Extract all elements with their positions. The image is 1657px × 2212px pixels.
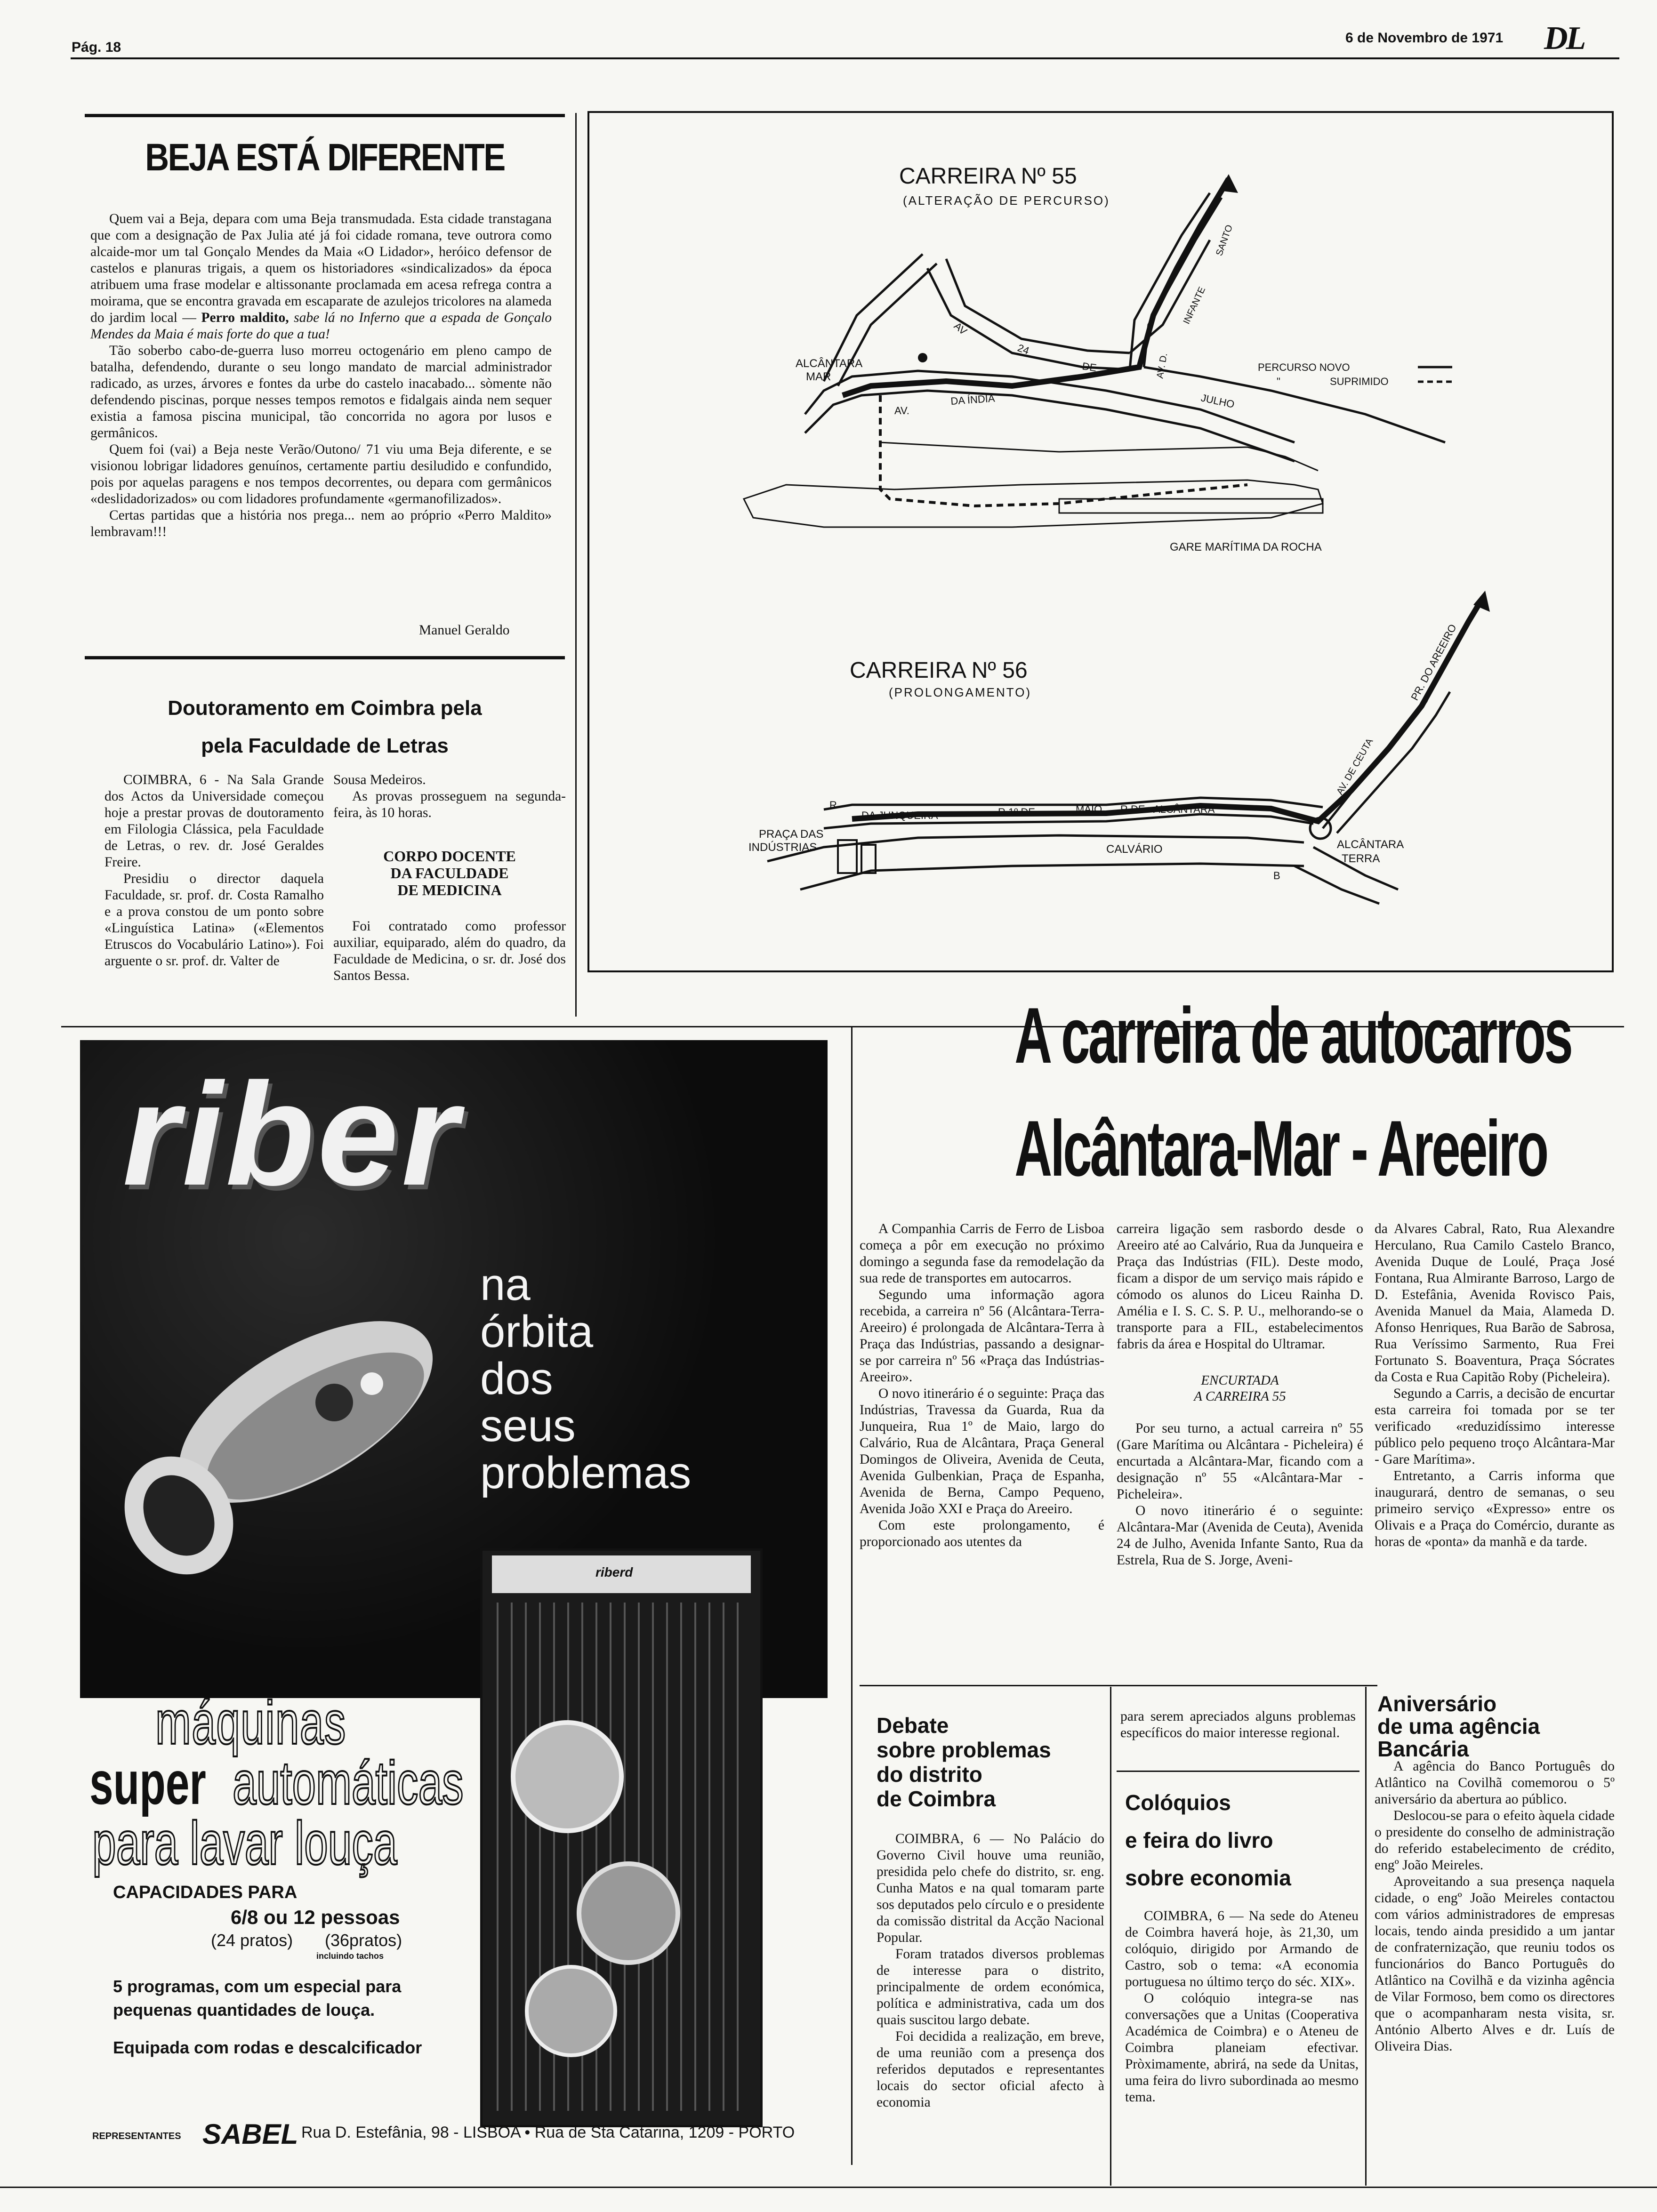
satellite-detail (315, 1384, 353, 1421)
encurtada-head-1: ENCURTADA (1201, 1373, 1279, 1388)
ad-address: Rua D. Estefânia, 98 - LISBOA • Rua de Sta Catarina, 1209 - PORTO (301, 2124, 795, 2141)
tagline-line: problemas (480, 1448, 692, 1498)
ad-super: super (89, 1748, 206, 1817)
ad-line-maquinas: máquinas (155, 1688, 346, 1757)
carreira-p5: carreira ligação sem rasbordo desde o Areeiro até ao Calvário, Rua da Junqueira e Praça das Indústrias (FIL). Deste modo, ficam a dispor de um serviço mais rápido e cómodo os alunos do Liceu Rainha D. Amélia e I. S. C. S. P. U., melhorando-se o transporte para a FIL, estabelecimentos fabris da área e Hospital do Ultramar. (1117, 1221, 1363, 1352)
beja-p1-bold: Perro maldito, (201, 310, 289, 325)
doutoramento-p3: Sousa Medeiros. (333, 772, 426, 787)
aniversario-text (1375, 1758, 1615, 2055)
carreira-p1: A Companhia Carris de Ferro de Lisboa começa a pôr em execução no próximo domingo a segunda fase da remodelação da sua rede de transportes em autocarros. (860, 1221, 1104, 1286)
road-av-24-julho-upper (927, 268, 1130, 369)
doutoramento-title-2: pela Faculdade de Letras (201, 734, 449, 757)
map56-calvario: CALVÁRIO (1106, 843, 1163, 856)
riber-brand: riber (122, 1052, 461, 1216)
carreira-p8: da Alvares Cabral, Rato, Rua Alexandre Herculano, Rua Camilo Castelo Branco, Avenida Duque de Loulé, Praça José Fontana, Rua Almirante Barroso, Largo de D. Estefânia, Avenida Rovisco Pais, Avenida Manuel da Maia, Alameda D. Afonso Henriques, Rua Barão de Sabrosa, Rua Veríssimo Sarmento, Rua Frei Fortunato S. Boaventura, Praça Sócrates da Costa e Rua Capitão Roby (Picheleira). (1375, 1221, 1615, 1385)
route-map-56 (588, 584, 1613, 970)
divider (85, 656, 565, 659)
debate-title-3: do distrito (877, 1762, 982, 1787)
map56-junqueira: DA JUNQUEIRA (861, 809, 938, 821)
map55-mar: MAR (806, 370, 831, 383)
ad-programas-2: pequenas quantidades de louça. (113, 2000, 375, 2020)
carreira-col-1 (860, 1221, 1104, 1550)
debate-title-2: sobre problemas (877, 1738, 1051, 1762)
aniversario-title-2: de uma agência (1377, 1714, 1540, 1739)
beja-title: BEJA ESTÁ DIFERENTE (145, 136, 505, 179)
map55-dock-inner (880, 442, 1059, 452)
debate-text (877, 1831, 1104, 2111)
map55-santo: SANTO (1214, 223, 1235, 257)
newspaper-logo: DL (1544, 20, 1585, 56)
dishwasher-plate (577, 1861, 680, 1965)
map55-legend-quote: " (1277, 376, 1280, 387)
beja-p4: Certas partidas que a história nos prega... nem ao próprio «Perro Maldito» lembravam!!! (90, 508, 552, 539)
column-rule (851, 1026, 853, 2165)
carreira-p10: Entretanto, a Carris informa que inaugurará, dentro de semanas, o seu primeiro serviço «Expresso» entre os Olivais e a Praça do Comércio, durante as horas de «ponta» da manhã e da tarde. (1375, 1468, 1615, 1549)
tagline-line: dos (480, 1354, 553, 1404)
map56-alcterra-1: ALCÂNTARA (1337, 838, 1404, 851)
aniversario-p1: A agência do Banco Português do Atlântico na Covilhã comemorou o 5º aniversário da abertura ao público. (1375, 1759, 1615, 1807)
carreira-p6: Por seu turno, a actual carreira nº 55 (Gare Marítima ou Alcântara - Picheleira) é encurtada a Alcântara-Mar, ficando com a designação nº 55 «Alcântara-Mar - Picheleira». (1117, 1421, 1363, 1502)
ad-sabel: SABEL (202, 2118, 298, 2150)
debate-title-1: Debate (877, 1713, 949, 1738)
map55-subtitle: (ALTERAÇÃO DE PERCURSO) (903, 193, 1110, 208)
tagline-line: na (480, 1259, 531, 1310)
map56-alcterra-2: TERRA (1342, 852, 1380, 865)
coloquios-text (1125, 1908, 1359, 2106)
aniversario-title-1: Aniversário (1377, 1691, 1497, 1716)
coloquios-p1: COIMBRA, 6 — Na sede do Ateneu de Coimbra haverá hoje, às 21,30, um colóquio, dirigido por Armando de Castro, sob o tema: «A economia portuguesa no último terço do séc. XIX». (1125, 1908, 1359, 1989)
ad-pratos-2: (36pratos) (325, 1931, 402, 1950)
road-julho-east (1144, 367, 1445, 442)
dishwasher-brand: riberd (595, 1565, 633, 1579)
map56-praca-2: INDÚSTRIAS (748, 841, 817, 854)
doutoramento-title-1: Doutoramento em Coimbra pela (168, 697, 482, 720)
ad-equipada: Equipada com rodas e descalcificador (113, 2038, 422, 2057)
coloquios-title-3: sobre economia (1125, 1866, 1291, 1890)
aniversario-title (1377, 1692, 1540, 1760)
map55-dock-inner (1059, 447, 1318, 471)
debate-p1: COIMBRA, 6 — No Palácio do Governo Civil houve uma reunião, presidida pelo chefe do distrito, sr. eng. Cunha Matos e na qual tomaram parte sos deputados pelo círculo e o presidente da comissão distrital da Acção Nacional Popular. (877, 1831, 1104, 1945)
carreira-col-2 (1117, 1221, 1363, 1569)
map56-maio: MAIO (1076, 803, 1102, 815)
map55-roads (805, 193, 1445, 461)
road-av-24-julho-lower (946, 259, 1130, 353)
aniversario-p2: Deslocou-se para o efeito àquela cidade o presidente do conselho de administração do referido estabelecimento de crédito, engº João Meireles. (1375, 1808, 1615, 1873)
doutoramento-p1: COIMBRA, 6 - Na Sala Grande dos Actos da Universidade começou hoje a prestar provas de doutoramento em Filologia Clássica, pela Faculdade de Letras, o rev. dr. José Geraldes Freire. (105, 772, 324, 870)
map55-av: AV. (894, 405, 909, 417)
road-lower-east-2 (1295, 866, 1379, 904)
map56-title: CARREIRA Nº 56 (850, 658, 1028, 683)
debate-continued (1120, 1708, 1356, 1741)
debate-title-4: de Coimbra (877, 1787, 996, 1811)
carreira-p4: Com este prolongamento, é proporcionado aos utentes da (860, 1518, 1104, 1549)
map55-legend-novo: PERCURSO NOVO (1258, 361, 1350, 373)
corpo-docente-head-1: CORPO DOCENTE (383, 848, 516, 865)
map55-av-d: AV. D. (1155, 352, 1170, 379)
doutoramento-col-2 (333, 772, 566, 984)
map55-julho: JULHO (1199, 392, 1236, 410)
beja-p2: Tão soberbo cabo-de-guerra luso morreu octogenário em pleno campo de batalha, defendendo, durante o seu longo mandato de marcial administrador radicado, as urzes, árvores e fontes da urbe do castelo inacabado... sòmente não defendendo piscinas, porque nesses tempos remotos e fidalgais ainda nem sequer existia a famosa piscina municipal, tão concorrida no agora por lusos e germânicos. (90, 343, 552, 441)
ad-line-lavar: para lavar louça (92, 1809, 397, 1877)
doutoramento-p4: As provas prosseguem na segunda-feira, às 10 horas. (333, 789, 566, 820)
debate-p3: Foi decidida a realização, em breve, de uma reunião com a presença dos referidos deputados e representantes locais do sector oficial afecto à economia (877, 2029, 1104, 2110)
beja-text (90, 211, 552, 540)
debate-p4: para serem apreciados alguns problemas específicos do maior interesse regional. (1120, 1709, 1356, 1740)
map56-rde: R DE (1120, 803, 1145, 815)
divider (860, 1685, 1377, 1686)
route-55-arrow (1219, 174, 1238, 193)
ad-pessoas: 6/8 ou 12 pessoas (231, 1906, 400, 1928)
coloquios-p2: O colóquio integra-se nas conversações que a Unitas (Cooperativa Académica de Coimbra) e o Ateneu de Coimbra planeiam efectivar. Pròximamente, abrirá, na sede da Unitas, uma feira do livro subordinada ao mesmo tema. (1125, 1991, 1359, 2105)
tagline-line: seus (480, 1401, 576, 1451)
column-rule (575, 113, 577, 1017)
map55-title: CARREIRA Nº 55 (899, 164, 1077, 189)
column-rule (1110, 1687, 1111, 2186)
carreira-headline-1: A carreira de autocarros (1014, 991, 1571, 1080)
footer-rule (0, 2187, 1657, 2188)
carreira-p9: Segundo a Carris, a decisão de encurtar esta carreira foi tomada por se ter verificado «reduzidíssimo interesse público pelo pequeno troço Alcântara-Mar - Gare Marítima». (1375, 1386, 1615, 1467)
route-55-suppressed (880, 395, 1247, 506)
aniversario-p3: Aproveitando a sua presença naquela cidade, o engº João Meireles contactou com vários administradores de empresas locais, tendo ainda presidido a um jantar de confraternização, que reuniu todos os funcionários do Banco Português do Atlântico na Covilhã e da vizinha agência de Vilar Formoso, bem como os directores que o acompanharam nesta visita, sr. António Alberto Alves e dr. Luís de Oliveira Dias. (1375, 1874, 1615, 2054)
divider (1117, 1771, 1359, 1772)
map55-alcantara: ALCÂNTARA (796, 357, 863, 370)
debate-p2: Foram tratados diversos problemas de interesse para o distrito, principalmente de ordem económica, política e administrativa, cada um dos quais suscitou largo debate. (877, 1947, 1104, 2028)
map56-ceuta: AV. DE CEUTA (1335, 737, 1375, 797)
map55-da-india: DA ÍNDIA (950, 392, 996, 407)
coloquios-title-2: e feira do livro (1125, 1828, 1273, 1852)
satellite-illustration (108, 1304, 466, 1595)
beja-p1-italic: sabe lá no Inferno que a espada de Gonçalo Mendes da Maia é mais forte do que a tua! (90, 310, 552, 342)
coloquios-title (1125, 1784, 1291, 1897)
dishwasher-image (480, 1548, 763, 2127)
page-number: Pág. 18 (72, 40, 121, 55)
route-map-55 (588, 113, 1613, 584)
corpo-docente-head-3: DE MEDICINA (397, 882, 502, 898)
carreira-p7: O novo itinerário é o seguinte: Alcântara-Mar (Avenida de Ceuta), Avenida 24 de Julho, Avenida Infante Santo, Rua da Estrela, Rua de S. Jorge, Aveni- (1117, 1503, 1363, 1568)
corpo-docente-head-2: DA FACULDADE (390, 865, 509, 882)
satellite-detail (361, 1372, 383, 1395)
encurtada-head-2: A CARREIRA 55 (1194, 1389, 1286, 1404)
header-rule (71, 57, 1619, 59)
map56-r1: R 1º DE (998, 806, 1035, 818)
aniversario-title-3: Bancária (1377, 1737, 1469, 1761)
map56-alcantara: ALCÂNTARA (1153, 803, 1215, 815)
map55-roundabout (918, 353, 927, 362)
ad-pratos-1: (24 pratos) (211, 1931, 293, 1950)
carreira-headline-2: Alcântara-Mar - Areeiro (1014, 1104, 1547, 1193)
beja-p1: Quem vai a Beja, depara com uma Beja transmudada. Esta cidade transtagana que com a designação de Pax Julia até já foi cidade romana, teve outrora como alcaide-mor um tal Gonçalo Mendes da Maia «O Lidador», heróico defensor de castelos e planuras trigais, a quem os historiadores «sindicalizados» da época atribuem uma frase modelar e altissonante proclamada em acesa refrega contra a moirama, que se encontra gravada em escaparate de azulejos tricolores na alameda do jardim local — (90, 211, 552, 325)
map55-infante: INFANTE (1181, 285, 1208, 326)
carreira-p3: O novo itinerário é o seguinte: Praça das Indústrias, Travessa da Guarda, Rua da Junqueira, Rua 1º de Maio, largo do Calvário, Rua de Alcântara, Praça General Domingos de Oliveira, Avenida de Ceuta, Avenida Gulbenkian, Praça de Espanha, Avenida de Berna, Campo Pequeno, Avenida João XXI e Praça do Areeiro. (860, 1386, 1104, 1516)
beja-author: Manuel Geraldo (419, 623, 510, 638)
map56-b: B (1273, 870, 1280, 882)
map56-r: R (829, 799, 837, 811)
carreira-col-3 (1375, 1221, 1615, 1550)
dishwasher-plate (525, 1965, 617, 2057)
map55-av-top: AV (951, 320, 970, 337)
column-rule (1365, 1687, 1367, 2186)
ad-line-super (89, 1750, 563, 1816)
map55-legend-suprimido: SUPRIMIDO (1330, 376, 1389, 387)
debate-title (877, 1713, 1051, 1811)
ad-tachos: incluindo tachos (316, 1951, 384, 1961)
route-56-line (852, 598, 1483, 821)
map56-fil-building (861, 845, 876, 873)
riber-tagline (480, 1261, 691, 1497)
map56-praca-1: PRAÇA DAS (759, 828, 824, 841)
ad-representantes: REPRESENTANTES (92, 2131, 181, 2141)
map55-24: 24 (1016, 342, 1031, 357)
divider (85, 114, 565, 117)
ad-programas-1: 5 programas, com um especial para (113, 1977, 402, 1996)
map55-de: DE (1081, 360, 1098, 374)
carreira-p2: Segundo uma informação agora recebida, a carreira nº 56 (Alcântara-Terra-Areeiro) é prolongada de Alcântara-Terra à Praça das Indústrias, passando a designar-se por carreira nº 56 «Praça das Indústrias-Areeiro». (860, 1287, 1104, 1385)
doutoramento-col-1 (105, 772, 324, 970)
coloquios-title-1: Colóquios (1125, 1790, 1231, 1815)
beja-p3: Quem foi (vai) a Beja neste Verão/Outono/ 71 viu uma Beja diferente, e se visionou lobrigar lidadores genuínos, certamente partiu desiludido e confundido, pois por aquelas paragens e nos tempos decorrentes, ou depara com germânicos «deslidadorizados» ou com lidadores profundamente «germanofilizados». (90, 442, 552, 506)
tagline-line: órbita (480, 1306, 594, 1357)
doutoramento-p5: Foi contratado como professor auxiliar, equiparado, além do quadro, da Faculdade de Medicina, o sr. dr. José dos Santos Bessa. (333, 919, 566, 983)
page-date: 6 de Novembro de 1971 (1345, 30, 1504, 46)
doutoramento-p2: Presidiu o director daquela Faculdade, sr. prof. dr. Costa Ramalho e a prova constou de um ponto sobre «Linguística Latina» («Elementos Etruscos do Vocabulário Latino»). Foi arguente o sr. prof. dr. Valter de (105, 871, 324, 969)
map56-areeiro: PR. DO AREEIRO (1408, 622, 1459, 703)
ad-capacidades: CAPACIDADES PARA (113, 1883, 298, 1902)
map56-subtitle: (PROLONGAMENTO) (889, 685, 1032, 699)
ad-automaticas: automáticas (233, 1748, 464, 1817)
map55-gare: GARE MARÍTIMA DA ROCHA (1170, 541, 1322, 553)
